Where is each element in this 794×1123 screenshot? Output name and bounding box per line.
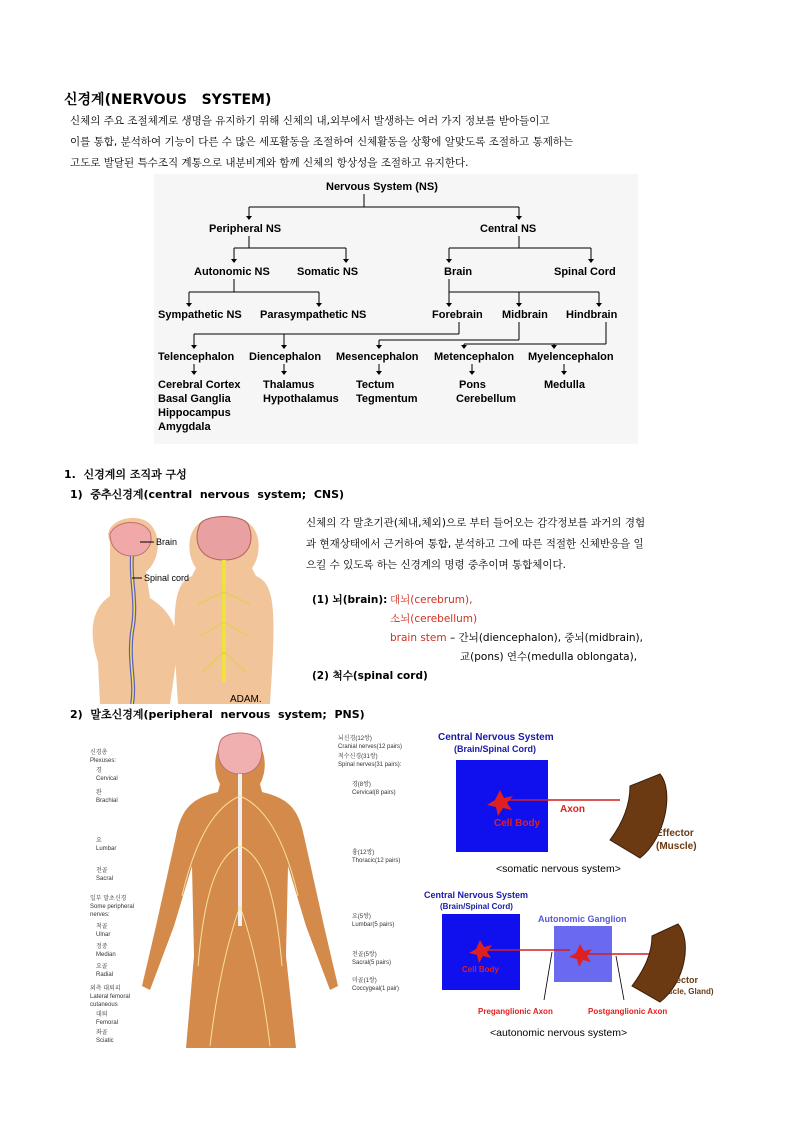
autonomic-title-1: Central Nervous System <box>424 890 529 900</box>
pns-label: Median <box>96 952 116 958</box>
pns-label: Brachial <box>96 798 118 804</box>
pns-label: cutaneous <box>90 1002 118 1008</box>
pns-label: 흉(12쌍) <box>352 850 375 856</box>
somatic-axon-label: Axon <box>560 804 585 815</box>
tree-item: Amygdala <box>158 421 211 433</box>
preganglionic-label: Preganglionic Axon <box>478 1007 553 1016</box>
tree-item: Cerebral Cortex <box>158 379 241 391</box>
cerebellum-item: 소뇌(cerebellum) <box>390 613 478 625</box>
pns-label: Cranial nerves(12 pairs) <box>338 744 403 750</box>
cerebrum-item: 대뇌(cerebrum), <box>390 594 473 606</box>
tree-midbrain: Midbrain <box>502 309 548 321</box>
pns-label: 경 <box>96 768 102 774</box>
tree-item: Basal Ganglia <box>158 393 231 405</box>
brain-stem-parts: – 간뇌(diencephalon), 중뇌(midbrain), <box>446 632 643 644</box>
somatic-title-1: Central Nervous System <box>438 732 554 743</box>
somatic-title-2: (Brain/Spinal Cord) <box>454 744 537 754</box>
pns-label: 척골 <box>96 924 108 930</box>
section-heading: 1. 신경계의 조직과 구성 <box>64 468 187 481</box>
autonomic-diagram <box>420 886 720 1040</box>
intro-paragraph <box>70 111 710 174</box>
somatic-effector-2: (Muscle) <box>656 841 697 852</box>
tree-spinal-cord: Spinal Cord <box>554 266 616 278</box>
pns-label: 천골(5쌍) <box>352 952 377 958</box>
pns-label: 미골(1쌍) <box>352 978 377 984</box>
tree-telencephalon: Telencephalon <box>158 351 235 363</box>
nervous-system-tree <box>154 174 638 444</box>
pns-label: 일부 말초신경 <box>90 896 127 902</box>
pns-label: 정중 <box>96 944 108 950</box>
tree-autonomic: Autonomic NS <box>194 266 270 278</box>
tree-somatic: Somatic NS <box>297 266 359 278</box>
tree-root: Nervous System (NS) <box>326 181 438 193</box>
pns-label: 신경총 <box>90 750 108 756</box>
pns-label: Lateral femoral <box>90 994 131 1000</box>
tree-parasympathetic: Parasympathetic NS <box>260 309 367 321</box>
tree-hindbrain: Hindbrain <box>566 309 618 321</box>
pns-label: 뇌신경(12쌍) <box>338 736 372 742</box>
tree-forebrain: Forebrain <box>432 309 483 321</box>
brain-stem-item <box>390 630 643 645</box>
tree-diencephalon: Diencephalon <box>249 351 322 363</box>
tree-mesencephalon: Mesencephalon <box>336 351 419 363</box>
pns-label: Femoral <box>96 1020 119 1026</box>
pns-label: Spinal nerves(31 pairs): <box>338 762 402 768</box>
pns-label: Lumbar <box>96 846 117 852</box>
pns-label: Some peripheral <box>90 904 135 910</box>
pns-label: Lumbar(5 pairs) <box>352 922 395 928</box>
pns-label: 천골 <box>96 868 108 874</box>
tree-sympathetic: Sympathetic NS <box>158 309 242 321</box>
pns-label: nerves: <box>90 912 110 918</box>
tree-item: Tectum <box>356 379 395 391</box>
intro-line: 고도로 발달된 특수조직 계통으로 내분비계와 함께 신체의 항상성을 조절하고 유지한다. <box>70 157 469 169</box>
cns-heading: 1) 중추신경계(central nervous system; CNS) <box>70 488 345 501</box>
pns-label: Ulnar <box>96 932 111 938</box>
pns-label: 요(5쌍) <box>352 914 371 920</box>
cns-paragraph <box>306 513 724 576</box>
pns-label: Thoracic(12 pairs) <box>352 858 401 864</box>
postganglionic-label: Postganglionic Axon <box>588 1007 668 1016</box>
cns-brain-label: Brain <box>156 537 178 547</box>
brain-stem-term: brain stem <box>390 632 447 644</box>
tree-item: Cerebellum <box>456 393 516 405</box>
pns-label: Sacral(5 pairs) <box>352 960 392 966</box>
somatic-diagram <box>434 728 708 878</box>
pns-label: 척수신경(31쌍) <box>338 754 378 760</box>
page-title: 신경계(NERVOUS SYSTEM) <box>64 92 272 108</box>
cns-line: 신체의 각 말초기관(체내,체외)으로 부터 들어오는 감각정보를 과거의 경험 <box>306 517 646 529</box>
tree-myelencephalon: Myelencephalon <box>528 351 614 363</box>
adam-credit: ADAM. <box>230 694 262 704</box>
tree-brain: Brain <box>444 266 473 278</box>
somatic-caption: <somatic nervous system> <box>496 863 621 875</box>
tree-metencephalon: Metencephalon <box>434 351 515 363</box>
brain-label: (1) 뇌(brain): <box>312 594 388 606</box>
autonomic-title-2: (Brain/Spinal Cord) <box>440 902 513 911</box>
autonomic-caption: <autonomic nervous system> <box>490 1027 628 1039</box>
pns-label: Cervical(8 pairs) <box>352 790 396 796</box>
tree-item: Thalamus <box>263 379 315 391</box>
pns-label: Sacral <box>96 876 114 882</box>
tree-item: Hypothalamus <box>263 393 339 405</box>
tree-central: Central NS <box>480 223 537 235</box>
tree-item: Medulla <box>544 379 585 391</box>
cns-illustration <box>80 512 280 704</box>
autonomic-effector-2: (Muscle, Gland) <box>654 987 714 996</box>
pns-label: Plexuses: <box>90 758 117 764</box>
intro-line: 이를 통합, 분석하여 기능이 다른 수 많은 세포활동을 조절하여 신체활동을 상황에 알맞도록 조절하고 통제하는 <box>70 136 574 148</box>
autonomic-cell-body-label: Cell Body <box>462 965 499 974</box>
pns-label: Radial <box>96 972 114 978</box>
tree-item: Pons <box>459 379 486 391</box>
brain-stem-line2: 교(pons) 연수(medulla oblongata), <box>460 651 638 663</box>
pns-label: Sciatic <box>96 1038 114 1044</box>
pns-label: Cervical <box>96 776 118 782</box>
autonomic-ganglion-label: Autonomic Ganglion <box>538 914 627 924</box>
somatic-effector-1: Effector <box>656 828 694 839</box>
cns-line: 으킬 수 있도록 하는 신경계의 명령 중추이며 통합체이다. <box>306 559 566 571</box>
pns-label: 요골 <box>96 964 108 970</box>
cns-line: 과 현재상태에서 근거하여 통합, 분석하고 그에 따른 적절한 신체반응을 일 <box>306 538 644 550</box>
pns-heading: 2) 말초신경계(peripheral nervous system; PNS) <box>70 708 365 721</box>
autonomic-effector-1: Effector <box>664 975 699 985</box>
somatic-cell-body-label: Cell Body <box>494 818 541 829</box>
cns-spinal-label: Spinal cord <box>144 573 190 583</box>
spinal-cord-item: (2) 척수(spinal cord) <box>312 670 428 682</box>
tree-peripheral: Peripheral NS <box>209 223 282 235</box>
pns-label: 좌골 <box>96 1030 108 1036</box>
pns-label: 외측 대퇴피 <box>90 986 121 992</box>
pns-label: Coccygeal(1 pair) <box>352 986 400 992</box>
pns-label: 완 <box>96 790 102 796</box>
tree-item: Tegmentum <box>356 393 418 405</box>
pns-illustration <box>86 726 422 1048</box>
pns-label: 경(8쌍) <box>352 782 371 788</box>
tree-item: Hippocampus <box>158 407 231 419</box>
pns-label: 대퇴 <box>96 1012 108 1018</box>
intro-line: 신체의 주요 조절체계로 생명을 유지하기 위해 신체의 내,외부에서 발생하는 여러 가지 정보를 받아들이고 <box>70 115 550 127</box>
pns-label: 요 <box>96 838 102 844</box>
